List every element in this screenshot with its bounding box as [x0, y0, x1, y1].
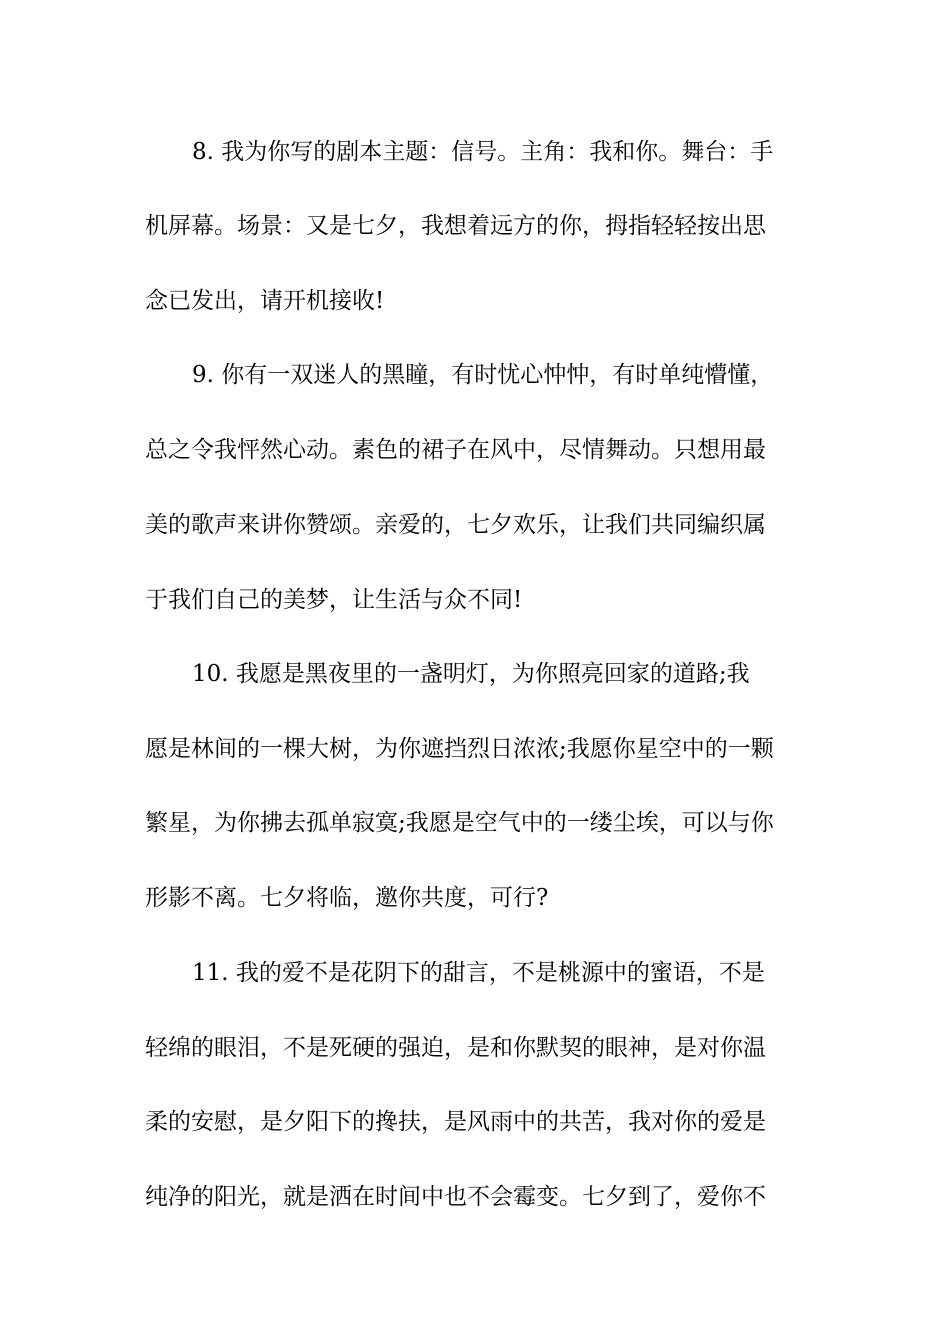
paragraph-10-line-4: 形影不离。七夕将临，邀你共度，可行? — [145, 885, 549, 911]
paragraph-8-line-1: 8. 我为你写的剧本主题：信号。主角：我和你。舞台：手 — [192, 139, 774, 165]
paragraph-10-line-2: 愿是林间的一棵大树，为你遮挡烈日浓浓;我愿你星空中的一颗 — [145, 736, 774, 762]
paragraph-8-line-3: 念已发出，请开机接收! — [145, 288, 385, 314]
paragraph-11-line-3: 柔的安慰，是夕阳下的搀扶，是风雨中的共苦，我对你的爱是 — [145, 1109, 766, 1135]
paragraph-9-line-2: 总之令我怦然心动。素色的裙子在风中，尽情舞动。只想用最 — [145, 437, 766, 463]
paragraph-9-line-4: 于我们自己的美梦，让生活与众不同! — [145, 587, 523, 613]
paragraph-8-line-2: 机屏幕。场景：又是七夕，我想着远方的你，拇指轻轻按出思 — [145, 213, 766, 239]
paragraph-11-line-2: 轻绵的眼泪，不是死硬的强迫，是和你默契的眼神，是对你温 — [145, 1035, 766, 1061]
paragraph-11-line-4: 纯净的阳光，就是洒在时间中也不会霉变。七夕到了，爱你不 — [145, 1184, 766, 1210]
paragraph-10-line-1: 10. 我愿是黑夜里的一盏明灯，为你照亮回家的道路;我 — [192, 661, 750, 687]
paragraph-10-line-3: 繁星，为你拂去孤单寂寞;我愿是空气中的一缕尘埃，可以与你 — [145, 810, 774, 836]
paragraph-11-line-1: 11. 我的爱不是花阴下的甜言，不是桃源中的蜜语，不是 — [192, 960, 765, 986]
paragraph-9-line-3: 美的歌声来讲你赞颂。亲爱的，七夕欢乐，让我们共同编织属 — [145, 512, 766, 538]
paragraph-9-line-1: 9. 你有一双迷人的黑瞳，有时忧心忡忡，有时单纯懵懂， — [192, 362, 774, 388]
